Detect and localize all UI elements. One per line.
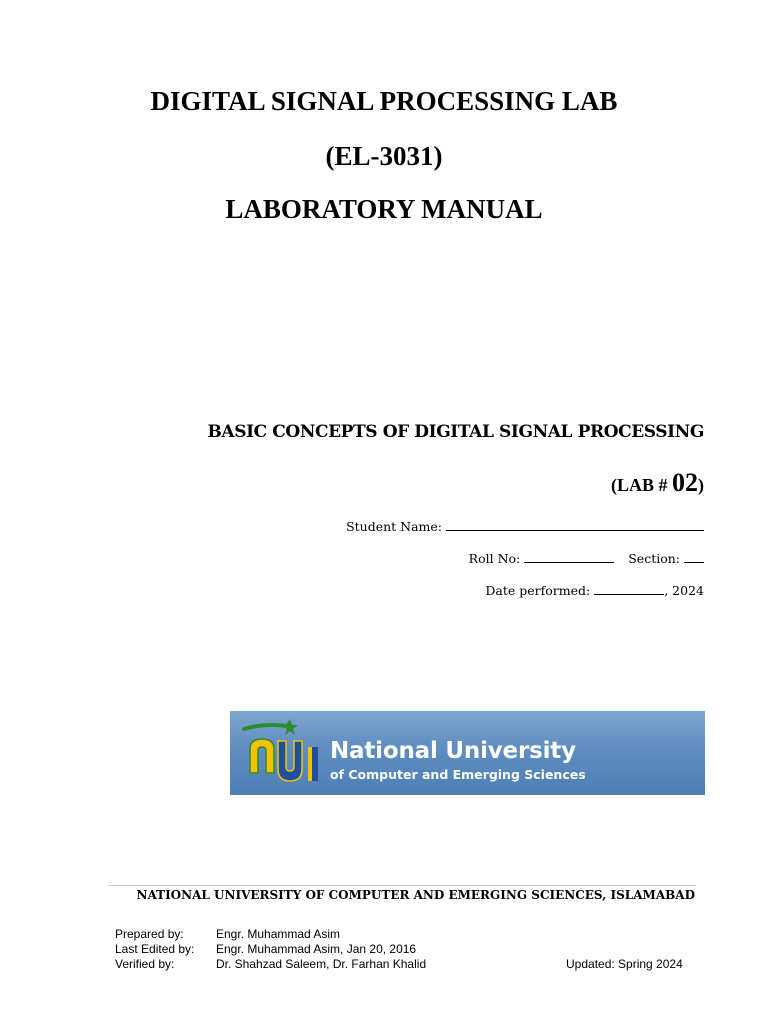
- manual-title: DIGITAL SIGNAL PROCESSING LAB: [150, 86, 618, 116]
- course-code: (EL-3031): [325, 141, 443, 171]
- manual-type: LABORATORY MANUAL: [225, 194, 543, 224]
- roll-section-field: [469, 551, 704, 566]
- prepared-by-value: Engr. Muhammad Asim: [216, 927, 341, 941]
- verified-by-value: Dr. Shahzad Saleem, Dr. Farhan Khalid: [216, 957, 427, 971]
- student-name-label: Student Name:: [346, 519, 443, 534]
- lab-number-suffix: ): [698, 475, 704, 495]
- last-edited-label: Last Edited by:: [115, 942, 195, 956]
- prepared-by-label: Prepared by:: [115, 927, 184, 941]
- section-label: Section:: [628, 551, 681, 566]
- student-name-field: [346, 519, 704, 534]
- date-performed-label: Date performed:: [485, 583, 591, 598]
- lab-number-value: 02: [672, 468, 698, 497]
- date-performed-blank: [594, 583, 664, 595]
- logo-university-name: National University: [330, 738, 576, 764]
- footer-university-name: NATIONAL UNIVERSITY OF COMPUTER AND EMERGING SCIENCES, ISLAMABAD: [136, 888, 695, 902]
- roll-no-label: Roll No:: [468, 551, 521, 566]
- updated-term: Updated: Spring 2024: [566, 957, 683, 971]
- lab-number-prefix: (LAB #: [610, 475, 672, 495]
- roll-no-blank: [524, 551, 614, 563]
- lab-number: [611, 468, 704, 498]
- verified-by-label: Verified by:: [115, 957, 175, 971]
- university-logo-banner: [230, 711, 705, 795]
- logo-university-subtitle: of Computer and Emerging Sciences: [330, 767, 586, 782]
- student-name-blank: [446, 519, 704, 531]
- date-performed-field: [485, 583, 704, 598]
- lab-title: BASIC CONCEPTS OF DIGITAL SIGNAL PROCESSING: [207, 422, 704, 442]
- date-year: , 2024: [664, 583, 704, 598]
- last-edited-value: Engr. Muhammad Asim, Jan 20, 2016: [216, 942, 417, 956]
- footer-divider: [108, 885, 696, 886]
- section-blank: [684, 551, 704, 563]
